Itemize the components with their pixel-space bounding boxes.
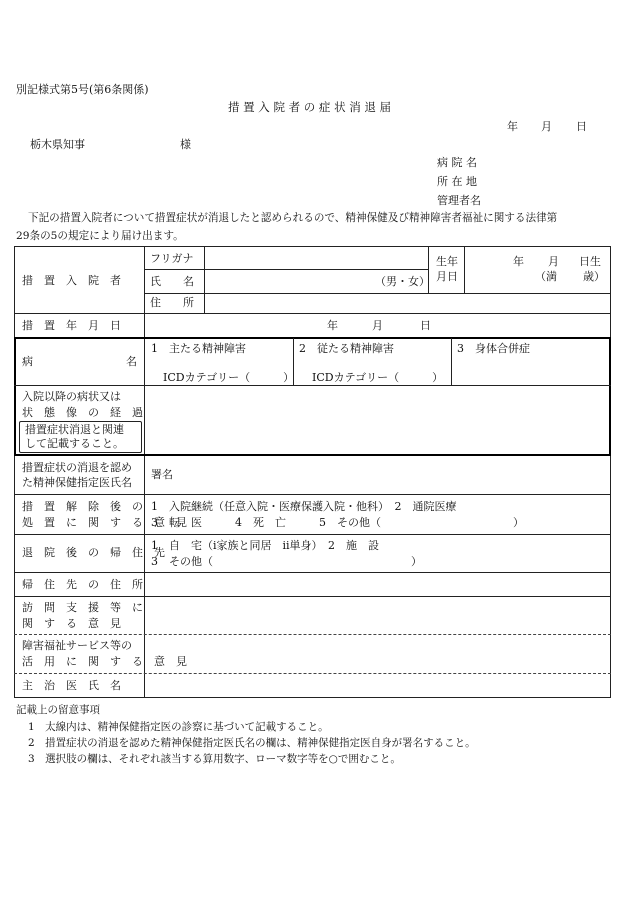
measure-month: 月: [372, 319, 383, 332]
measure-year: 年: [327, 319, 338, 332]
course-label-2: 状 態 像 の 経 過: [22, 406, 143, 419]
birth-month: 月: [548, 255, 559, 268]
manager-label: 管理者名: [437, 194, 481, 207]
row-divider-physician: [14, 494, 611, 495]
table-border-bottom: [14, 697, 611, 698]
after-label-1: 措 置 解 除 後 の: [22, 500, 143, 513]
location-label: 所 在 地: [437, 175, 477, 188]
physician-label-1: 措置症状の消退を認め: [22, 461, 132, 474]
welfare-label-2: 活 用 に 関 す る 意 見: [22, 655, 187, 668]
return-options-line1[interactable]: 1 自 宅（ⅰ家族と同居 ⅱ単身） 2 施 設: [151, 539, 380, 552]
note-item: 1 太線内は、精神保健指定医の診察に基づいて記載すること。: [28, 721, 329, 733]
disease-label-1: 病: [22, 355, 33, 368]
date-year: 年: [507, 120, 518, 133]
doctor-label: 主 治 医 氏 名: [22, 679, 121, 692]
document-title: 措 置 入 院 者 の 症 状 消 退 届: [228, 100, 392, 114]
date-day: 日: [576, 120, 587, 133]
dashed-divider-welfare: [14, 673, 611, 674]
course-note-2: して記載すること。: [25, 437, 124, 450]
icd-sub: ICDカテゴリー（ ）: [312, 371, 444, 384]
birth-year: 年: [513, 255, 524, 268]
return-label: 退 院 後 の 帰 住 先: [22, 546, 165, 559]
row-divider-return-address: [14, 596, 611, 597]
note-item: 3 選択肢の欄は、それぞれ該当する算用数字、ローマ数字等を○で囲むこと。: [28, 753, 401, 765]
course-label-1: 入院以降の病状又は: [22, 390, 121, 403]
physician-label-2: た精神保健指定医氏名: [22, 476, 132, 489]
return-address-label: 帰 住 先 の 住 所: [22, 578, 143, 591]
furigana-label: フリガナ: [150, 252, 194, 265]
hospital-name-label: 病 院 名: [437, 156, 477, 169]
thick-border-bottom: [14, 454, 611, 456]
course-note-1: 措置症状消退と関連: [25, 423, 124, 436]
name-label: 氏 名: [150, 275, 194, 288]
intro-text-line2: 29条の5の規定により届け出ます。: [16, 230, 184, 242]
patient-label: 措 置 入 院 者: [22, 274, 121, 287]
measure-date-label: 措 置 年 月 日: [22, 319, 121, 332]
row-divider-return: [14, 572, 611, 573]
sex-options[interactable]: （男・女）: [375, 275, 430, 288]
after-label-2: 処 置 に 関 す る 意 見: [22, 516, 187, 529]
visit-label-2: 関 す る 意 見: [22, 617, 121, 630]
addressee-honorific: 様: [180, 138, 191, 151]
disease-main: 1 主たる精神障害: [151, 342, 246, 355]
signature-label: 署名: [151, 468, 173, 481]
birth-label-2: 月日: [436, 270, 458, 283]
thick-border-right: [609, 337, 611, 455]
measure-day: 日: [420, 319, 431, 332]
row-divider-patient: [14, 313, 611, 314]
row-divider-disease: [14, 385, 611, 386]
birth-day: 日生: [579, 255, 601, 268]
note-item: 2 措置症状の消退を認めた精神保健指定医氏名の欄は、精神保健指定医自身が署名すること。: [28, 737, 476, 749]
intro-text-line1: 下記の措置入院者について措置症状が消退したと認められるので、精神保健及び精神障害者福祉に関する法律第: [28, 212, 558, 224]
disease-label-2: 名: [126, 355, 137, 368]
table-border-top: [14, 246, 611, 247]
visit-label-1: 訪 問 支 援 等 に: [22, 601, 143, 614]
dashed-divider-visit: [14, 634, 611, 635]
addressee: 栃木県知事: [30, 138, 85, 151]
disease-body: 3 身体合併症: [457, 342, 530, 355]
birth-label-1: 生年: [436, 255, 458, 268]
form-reference: 別記様式第5号(第6条関係): [16, 83, 149, 96]
date-month: 月: [541, 120, 552, 133]
thick-border-top: [14, 337, 611, 339]
row-divider-after: [14, 534, 611, 535]
address-label: 住 所: [150, 296, 194, 309]
age-open: （満: [535, 270, 557, 283]
name-row-divider: [144, 293, 611, 294]
disease-sub: 2 従たる精神障害: [299, 342, 394, 355]
thick-border-left: [14, 337, 16, 455]
welfare-label-1: 障害福祉サービス等の: [22, 639, 132, 652]
birth-divider-right: [464, 246, 465, 293]
after-options-line2[interactable]: 3 転 医 4 死 亡 5 その他（ ）: [151, 516, 524, 529]
icd-main: ICDカテゴリー（ ）: [163, 371, 295, 384]
notes-heading: 記載上の留意事項: [16, 704, 100, 716]
furigana-row-divider: [144, 269, 428, 270]
disease-divider-2: [451, 338, 452, 385]
return-options-line2[interactable]: 3 その他（ ）: [151, 555, 422, 568]
subfield-divider: [204, 246, 205, 313]
after-options-line1[interactable]: 1 入院継続（任意入院・医療保護入院・他科） 2 通院医療: [151, 500, 457, 513]
age-close: 歳）: [583, 270, 605, 283]
